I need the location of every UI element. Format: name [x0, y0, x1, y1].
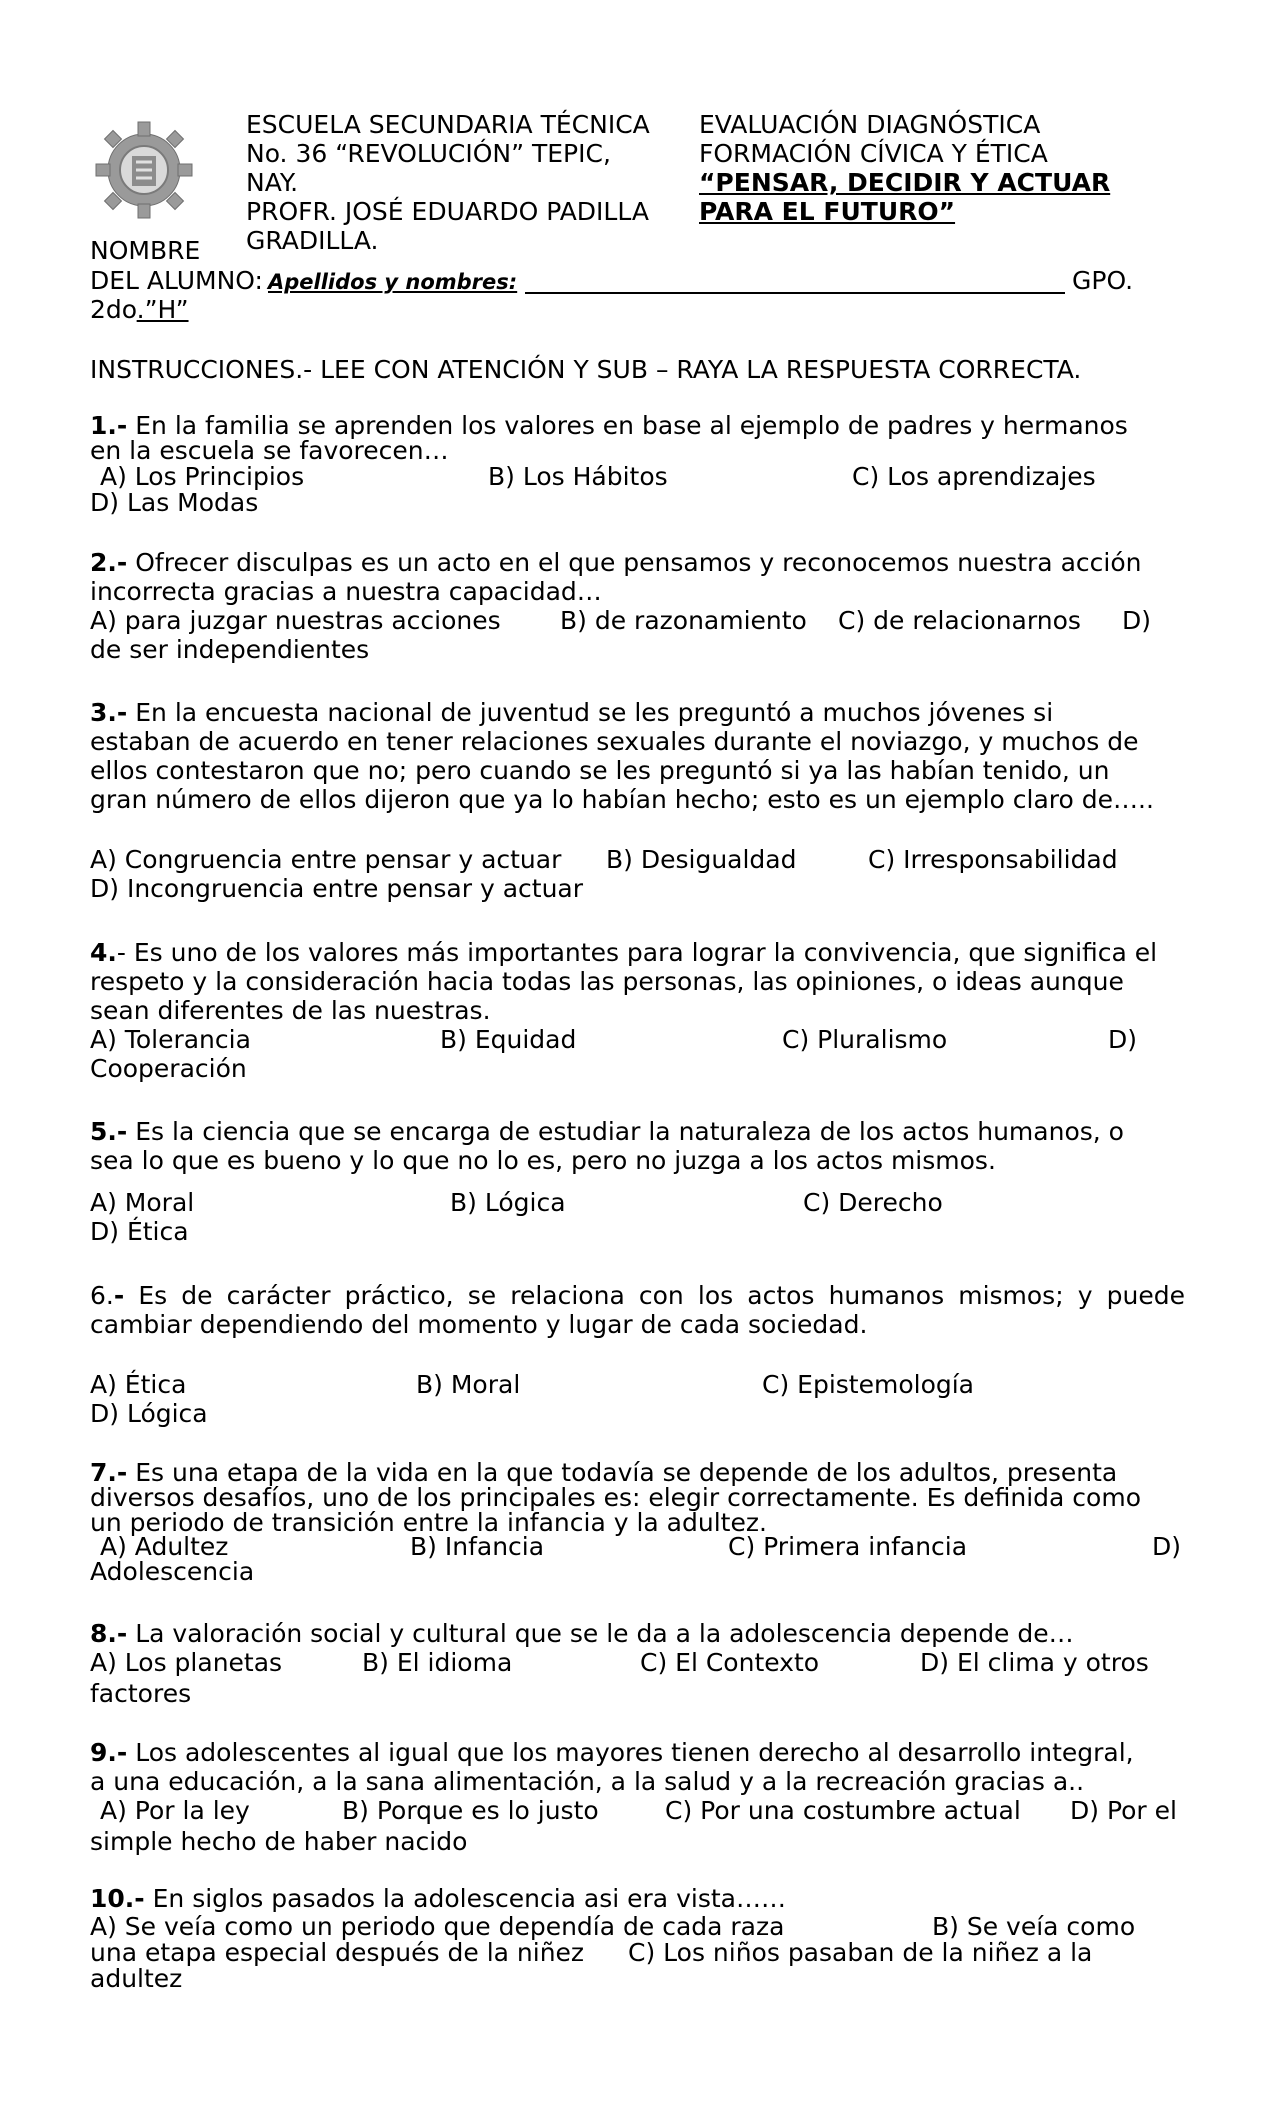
option-c-text: adultez	[90, 1964, 183, 1993]
option-b[interactable]: B) Infancia	[410, 1532, 545, 1561]
option-b[interactable]: B) Los Hábitos	[488, 462, 668, 491]
option-c[interactable]: C) Derecho	[803, 1188, 943, 1217]
evaluation-title: EVALUACIÓN DIAGNÓSTICA FORMACIÓN CÍVICA Y ÉTICA “PENSAR, DECIDIR Y ACTUAR PARA EL FUTURO”	[699, 110, 1111, 226]
option-d[interactable]: D) Incongruencia entre pensar y actuar	[90, 874, 584, 903]
question-3: 3.- En la encuesta nacional de juventud se les preguntó a muchos jóvenes si estaban de acuerdo en tener relaciones sexuales durante el noviazgo, y muchos de ellos contestaron que no; pero cuando se les preguntó si ya las habían tenido, un gran número de ellos dijeron que ya lo habían hecho; esto es un ejemplo claro de….. A) Congruencia entre pensar y actuar B) Desigualdad C) Irresponsabilidad D) Incongruencia entre pensar y actuar	[90, 698, 1154, 903]
question-9: 9.- Los adolescentes al igual que los mayores tienen derecho al desarrollo integral, a una educación, a la sana alimentación, a la salud y a la recreación gracias a.. A) Por la ley B) Porque es lo justo C) Por una costumbre actual D) Por el simple hecho de haber nacido	[90, 1738, 1177, 1856]
option-b[interactable]: B) Se veía como	[932, 1912, 1136, 1941]
option-c[interactable]: C) El Contexto	[640, 1648, 820, 1677]
option-d-text: factores	[90, 1679, 192, 1708]
option-d[interactable]: D) Las Modas	[90, 488, 259, 517]
grade-group: 2do.”H”	[90, 295, 189, 324]
option-b[interactable]: B) Porque es lo justo	[342, 1796, 599, 1825]
student-name-field[interactable]	[525, 292, 1065, 294]
option-d[interactable]: D) Por el	[1070, 1796, 1177, 1825]
option-d[interactable]: D) Lógica	[90, 1399, 208, 1428]
option-b[interactable]: B) de razonamiento	[560, 606, 807, 635]
question-10: 10.- En siglos pasados la adolescencia asi era vista…… A) Se veía como un periodo que dependía de cada raza B) Se veía como una etapa especial después de la niñez C) Los niños pasaban de la niñez a la adultez	[90, 1884, 1136, 1993]
option-c[interactable]: C) Los niños pasaban de la niñez a la	[628, 1938, 1093, 1967]
option-a[interactable]: A) Ética	[90, 1370, 187, 1399]
option-d-text: de ser independientes	[90, 635, 370, 664]
option-b[interactable]: B) Desigualdad	[606, 845, 797, 874]
name-label-2: DEL ALUMNO:	[90, 266, 263, 295]
question-7: 7.- Es una etapa de la vida en la que todavía se depende de los adultos, presenta diversos desafíos, uno de los principales es: elegir correctamente. Es definida como un periodo de transición entre la infancia y la adultez. A) Adultez B) Infancia C) Primera infancia D) Adolescencia	[90, 1458, 1182, 1586]
name-label: NOMBRE	[90, 236, 201, 265]
instructions: INSTRUCCIONES.- LEE CON ATENCIÓN Y SUB – RAYA LA RESPUESTA CORRECTA.	[90, 355, 1082, 384]
group-label: GPO.	[1072, 266, 1134, 295]
option-d[interactable]: D)	[1108, 1025, 1138, 1054]
option-c[interactable]: C) Irresponsabilidad	[868, 845, 1118, 874]
option-d-text: Adolescencia	[90, 1557, 255, 1586]
option-a[interactable]: A) Tolerancia	[90, 1025, 251, 1054]
option-b[interactable]: B) El idioma	[362, 1648, 513, 1677]
option-d[interactable]: D) El clima y otros	[920, 1648, 1149, 1677]
option-c[interactable]: C) Epistemología	[762, 1370, 974, 1399]
question-8: 8.- La valoración social y cultural que se le da a la adolescencia depende de… A) Los planetas B) El idioma C) El Contexto D) El clima y otros factores	[90, 1619, 1149, 1708]
option-b[interactable]: B) Equidad	[440, 1025, 577, 1054]
option-d-text: simple hecho de haber nacido	[90, 1827, 468, 1856]
question-5: 5.- Es la ciencia que se encarga de estudiar la naturaleza de los actos humanos, o sea lo que es bueno y lo que no lo es, pero no juzga a los actos mismos. A) Moral B) Lógica C) Derecho D) Ética	[90, 1117, 1124, 1246]
option-b[interactable]: B) Lógica	[450, 1188, 566, 1217]
option-a[interactable]: A) para juzgar nuestras acciones	[90, 606, 501, 635]
option-b-text: una etapa especial después de la niñez	[90, 1938, 585, 1967]
option-d[interactable]: D)	[1152, 1532, 1182, 1561]
option-c[interactable]: C) Por una costumbre actual	[665, 1796, 1021, 1825]
option-a[interactable]: A) Congruencia entre pensar y actuar	[90, 845, 562, 874]
school-gear-emblem-icon	[92, 118, 196, 222]
name-hint: Apellidos y nombres:	[268, 270, 518, 294]
question-6: 6.- Es de carácter práctico, se relaciona con los actos humanos mismos; y puede cambiar dependiendo del momento y lugar de cada sociedad. A) Ética B) Moral C) Epistemología D) Lógica	[90, 1281, 1186, 1428]
option-a[interactable]: A) Adultez	[100, 1532, 229, 1561]
option-d-text: Cooperación	[90, 1054, 247, 1083]
motto-line-2: PARA EL FUTURO”	[699, 197, 956, 226]
option-c[interactable]: C) de relacionarnos	[838, 606, 1081, 635]
option-a[interactable]: A) Moral	[90, 1188, 195, 1217]
school-name: ESCUELA SECUNDARIA TÉCNICA No. 36 “REVOLUCIÓN” TEPIC, NAY. PROFR. JOSÉ EDUARDO PADILLA GRADILLA.	[246, 110, 650, 255]
option-d[interactable]: D)	[1122, 606, 1152, 635]
option-a[interactable]: A) Los Principios	[100, 462, 305, 491]
option-a[interactable]: A) Se veía como un periodo que dependía de cada raza	[90, 1912, 785, 1941]
motto: “PENSAR, DECIDIR Y ACTUAR	[699, 168, 1111, 197]
question-1: 1.- En la familia se aprenden los valores en base al ejemplo de padres y hermanos en la escuela se favorecen… A) Los Principios B) Los Hábitos C) Los aprendizajes D) Las Modas	[90, 411, 1128, 517]
option-d[interactable]: D) Ética	[90, 1217, 189, 1246]
option-c[interactable]: C) Pluralismo	[782, 1025, 948, 1054]
question-4: 4.- Es uno de los valores más importantes para lograr la convivencia, que significa el respeto y la consideración hacia todas las personas, las opiniones, o ideas aunque sean diferentes de las nuestras. A) Tolerancia B) Equidad C) Pluralismo D) Cooperación	[90, 938, 1158, 1083]
option-b[interactable]: B) Moral	[416, 1370, 521, 1399]
option-c[interactable]: C) Los aprendizajes	[852, 462, 1096, 491]
option-c[interactable]: C) Primera infancia	[728, 1532, 968, 1561]
option-a[interactable]: A) Los planetas	[90, 1648, 283, 1677]
option-a[interactable]: A) Por la ley	[100, 1796, 250, 1825]
question-2: 2.- Ofrecer disculpas es un acto en el que pensamos y reconocemos nuestra acción incorrecta gracias a nuestra capacidad… A) para juzgar nuestras acciones B) de razonamiento C) de relacionarnos D) de ser independientes	[90, 548, 1152, 664]
